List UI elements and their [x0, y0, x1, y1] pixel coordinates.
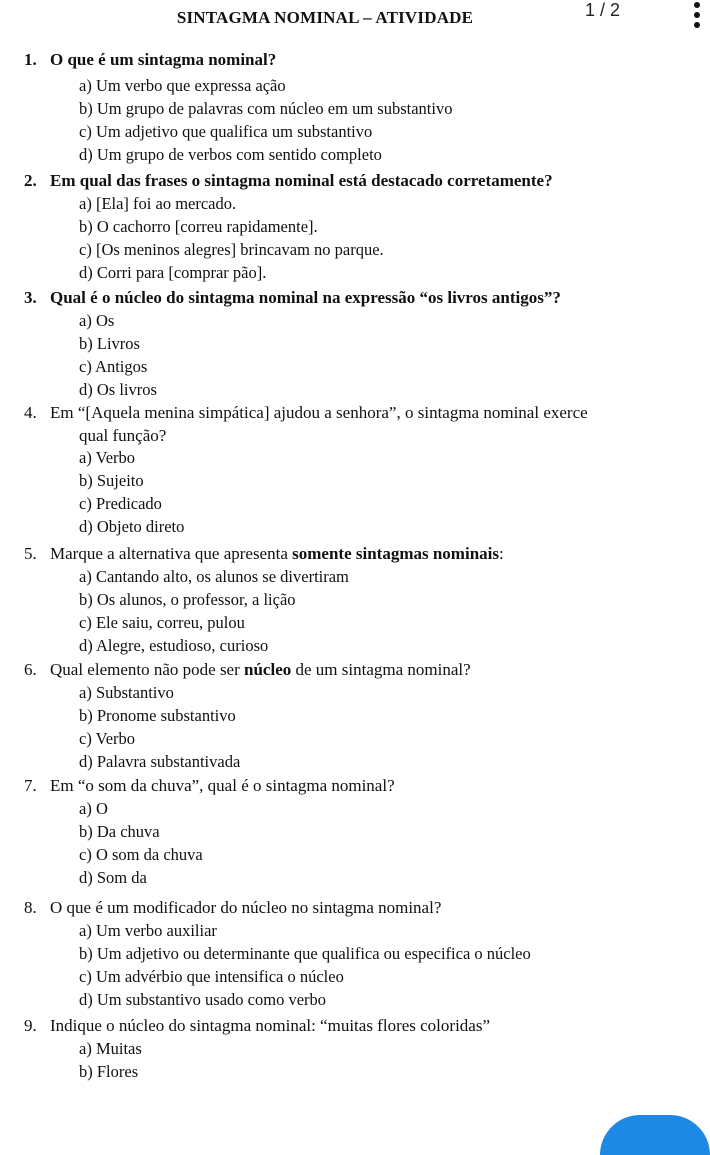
option-list	[79, 797, 203, 889]
question-number: 9.	[24, 1016, 37, 1035]
option-c[interactable]: c) Um adjetivo que qualifica um substantivo	[79, 122, 373, 141]
option-c[interactable]: c) Ele saiu, correu, pulou	[79, 613, 245, 632]
option-c[interactable]: c) Verbo	[79, 729, 136, 748]
question-number: 5.	[24, 544, 37, 563]
option-d[interactable]: d) Alegre, estudioso, curioso	[79, 636, 269, 655]
page-title: SINTAGMA NOMINAL – ATIVIDADE	[176, 8, 474, 27]
option-a[interactable]: a) Verbo	[79, 448, 136, 467]
option-b[interactable]: b) Sujeito	[79, 471, 144, 490]
option-list	[79, 309, 157, 401]
option-a[interactable]: a) [Ela] foi ao mercado.	[79, 194, 237, 213]
question-text-part: :	[499, 544, 504, 563]
option-a[interactable]: a) Um verbo auxiliar	[79, 921, 217, 940]
option-c[interactable]: c) [Os meninos alegres] brincavam no parque.	[79, 240, 384, 259]
option-b[interactable]: b) Um adjetivo ou determinante que qualifica ou especifica o núcleo	[79, 944, 531, 963]
option-list	[79, 565, 349, 657]
question-number: 1.	[24, 50, 37, 69]
question-text: Em “[Aquela menina simpática] ajudou a senhora”, o sintagma nominal exerce	[50, 403, 588, 422]
question-text-continued: qual função?	[79, 426, 167, 445]
option-b[interactable]: b) Livros	[79, 334, 140, 353]
option-c[interactable]: c) O som da chuva	[79, 845, 203, 864]
question-text	[50, 544, 504, 564]
option-d[interactable]: d) Corri para [comprar pão].	[79, 263, 267, 282]
option-b[interactable]: b) O cachorro [correu rapidamente].	[79, 217, 318, 236]
question-number: 6.	[24, 660, 37, 679]
option-list	[79, 1037, 142, 1083]
option-list	[79, 446, 184, 538]
option-d[interactable]: d) Som da	[79, 868, 147, 887]
question-number: 4.	[24, 403, 37, 422]
option-a[interactable]: a) Substantivo	[79, 683, 174, 702]
option-list	[79, 192, 384, 284]
option-b[interactable]: b) Os alunos, o professor, a lição	[79, 590, 296, 609]
question-text-part: de um sintagma nominal?	[291, 660, 471, 679]
option-a[interactable]: a) Muitas	[79, 1039, 142, 1058]
question-text: Qual é o núcleo do sintagma nominal na expressão “os livros antigos”?	[50, 288, 561, 307]
option-d[interactable]: d) Um substantivo usado como verbo	[79, 990, 327, 1009]
question-text-part: Qual elemento não pode ser	[50, 660, 245, 679]
option-c[interactable]: c) Um advérbio que intensifica o núcleo	[79, 967, 344, 986]
option-c[interactable]: c) Predicado	[79, 494, 162, 513]
option-d[interactable]: d) Palavra substantivada	[79, 752, 241, 771]
question-text: Em qual das frases o sintagma nominal está destacado corretamente?	[50, 171, 553, 190]
option-d[interactable]: d) Os livros	[79, 380, 157, 399]
option-b[interactable]: b) Flores	[79, 1062, 139, 1081]
option-b[interactable]: b) Um grupo de palavras com núcleo em um substantivo	[79, 99, 453, 118]
option-list	[79, 919, 531, 1011]
question-text: Em “o som da chuva”, qual é o sintagma nominal?	[50, 776, 395, 795]
question-number: 8.	[24, 898, 37, 917]
question-text: O que é um modificador do núcleo no sintagma nominal?	[50, 898, 442, 917]
option-b[interactable]: b) Pronome substantivo	[79, 706, 236, 725]
page-indicator: 1 / 2	[585, 0, 621, 20]
question-number: 2.	[24, 171, 37, 190]
option-list	[79, 681, 240, 773]
option-a[interactable]: a) Cantando alto, os alunos se divertiram	[79, 567, 349, 586]
question-highlight: núcleo	[244, 660, 292, 679]
question-highlight: somente sintagmas nominais	[292, 544, 499, 563]
question-text	[50, 660, 471, 680]
question-number: 7.	[24, 776, 37, 795]
option-a[interactable]: a) O	[79, 799, 108, 818]
option-c[interactable]: c) Antigos	[79, 357, 148, 376]
question-text: Indique o núcleo do sintagma nominal: “muitas flores coloridas”	[50, 1016, 490, 1035]
option-a[interactable]: a) Um verbo que expressa ação	[79, 76, 286, 95]
option-d[interactable]: d) Objeto direto	[79, 517, 185, 536]
option-list	[79, 74, 452, 166]
question-text: O que é um sintagma nominal?	[50, 50, 277, 69]
question-number: 3.	[24, 288, 37, 307]
option-d[interactable]: d) Um grupo de verbos com sentido completo	[79, 145, 382, 164]
question-text-part: Marque a alternativa que apresenta	[50, 544, 293, 563]
option-b[interactable]: b) Da chuva	[79, 822, 160, 841]
option-a[interactable]: a) Os	[79, 311, 115, 330]
